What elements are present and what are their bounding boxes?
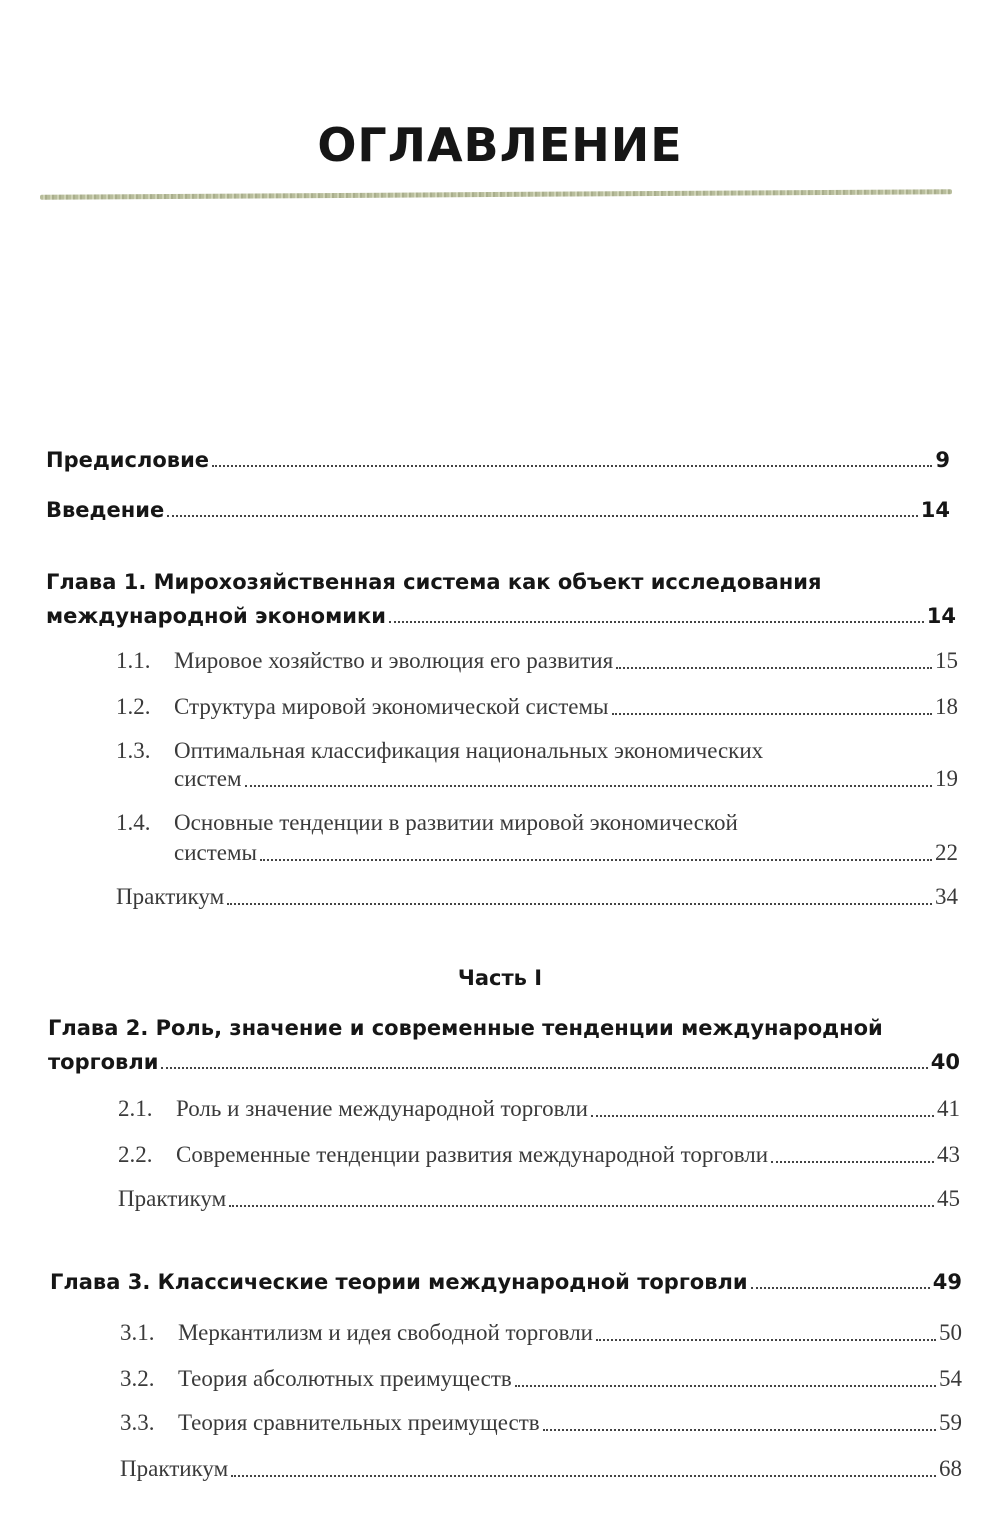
dot-leader: [751, 1287, 930, 1289]
section-number: 1.3.: [116, 738, 151, 763]
toc-section-1-2[interactable]: [116, 694, 958, 720]
toc-section-2-1[interactable]: [118, 1096, 960, 1122]
toc-section-3-2[interactable]: [120, 1366, 962, 1392]
part-heading: Часть I: [457, 966, 543, 990]
toc-entry-label: Глава 3. Классические теории международной торговли: [50, 1270, 748, 1294]
toc-entry-page: 40: [930, 1050, 960, 1074]
toc-entry-label: Оптимальная классификация национальных экономических: [174, 738, 764, 763]
toc-entry-page: 19: [935, 766, 958, 791]
toc-entry-label: международной экономики: [46, 604, 386, 628]
toc-entry-page: 43: [937, 1142, 960, 1167]
dot-leader: [591, 1115, 934, 1117]
dot-leader: [260, 859, 932, 861]
toc-entry-page: 68: [939, 1456, 962, 1481]
toc-entry-page: 50: [939, 1320, 962, 1345]
dot-leader: [167, 515, 918, 517]
toc-entry-page: 22: [935, 840, 958, 865]
dot-leader: [229, 1205, 934, 1207]
toc-entry-page: 18: [935, 694, 958, 719]
toc-section-2-2[interactable]: [118, 1142, 960, 1168]
dot-leader: [543, 1429, 936, 1431]
section-number: 1.2.: [116, 694, 151, 719]
toc-entry-page: 54: [939, 1366, 962, 1391]
toc-entry-page: 49: [932, 1270, 962, 1294]
toc-chapter-3[interactable]: [50, 1270, 962, 1294]
toc-chapter-1[interactable]: [46, 604, 956, 628]
toc-entry-label: Структура мировой экономической системы: [174, 694, 609, 719]
dot-leader: [161, 1067, 927, 1069]
toc-practicum-ch2[interactable]: [118, 1186, 960, 1212]
dot-leader: [515, 1385, 936, 1387]
toc-entry-page: 41: [937, 1096, 960, 1121]
toc-entry-preface[interactable]: [46, 448, 950, 472]
section-number: 2.1.: [118, 1096, 153, 1121]
toc-chapter-2[interactable]: [48, 1050, 960, 1074]
toc-entry-page: 14: [920, 498, 950, 522]
section-number: 1.1.: [116, 648, 151, 673]
toc-section-3-1[interactable]: [120, 1320, 962, 1346]
dot-leader: [227, 903, 932, 905]
dot-leader: [231, 1475, 936, 1477]
toc-entry-label: Меркантилизм и идея свободной торговли: [178, 1320, 593, 1345]
toc-entry-page: 15: [935, 648, 958, 673]
toc-section-1-4[interactable]: [174, 840, 958, 866]
toc-entry-page: 34: [935, 884, 958, 909]
dot-leader: [245, 785, 932, 787]
section-number: 1.4.: [116, 810, 151, 835]
toc-entry-page: 45: [937, 1186, 960, 1211]
toc-practicum-ch1[interactable]: [116, 884, 958, 910]
toc-entry-label: систем: [174, 766, 242, 791]
section-number: 2.2.: [118, 1142, 153, 1167]
toc-section-3-3[interactable]: [120, 1410, 962, 1436]
toc-section-1-3-line1[interactable]: [116, 738, 763, 764]
dot-leader: [389, 621, 924, 623]
page-title: ОГЛАВЛЕНИЕ: [317, 118, 683, 172]
dot-leader: [212, 465, 932, 467]
toc-entry-label: Роль и значение международной торговли: [176, 1096, 588, 1121]
section-number: 3.2.: [120, 1366, 155, 1391]
toc-entry-label: Практикум: [116, 884, 225, 909]
toc-entry-label: Теория сравнительных преимуществ: [178, 1410, 540, 1435]
toc-entry-label: Теория абсолютных преимуществ: [178, 1366, 512, 1391]
toc-chapter-1-title-line1[interactable]: Глава 1. Мирохозяйственная система как объект исследования: [46, 570, 822, 594]
toc-entry-label: Введение: [46, 498, 165, 522]
toc-entry-page: 9: [935, 448, 950, 472]
toc-section-1-4-line1[interactable]: [116, 810, 738, 836]
toc-entry-label: Мировое хозяйство и эволюция его развития: [174, 648, 614, 673]
toc-entry-label: Практикум: [118, 1186, 227, 1211]
toc-entry-label: Практикум: [120, 1456, 229, 1481]
toc-practicum-ch3[interactable]: [120, 1456, 962, 1482]
toc-chapter-2-title-line1[interactable]: Глава 2. Роль, значение и современные тенденции международной: [48, 1016, 883, 1040]
toc-entry-label: Предисловие: [46, 448, 210, 472]
toc-entry-label: системы: [174, 840, 257, 865]
toc-entry-introduction[interactable]: [46, 498, 950, 522]
toc-entry-label: торговли: [48, 1050, 159, 1074]
section-number: 3.3.: [120, 1410, 155, 1435]
toc-entry-label: Современные тенденции развития международной торговли: [176, 1142, 769, 1167]
dot-leader: [596, 1339, 936, 1341]
dot-leader: [616, 667, 932, 669]
toc-section-1-3[interactable]: [174, 766, 958, 792]
dot-leader: [771, 1161, 934, 1163]
dot-leader: [612, 713, 933, 715]
section-number: 3.1.: [120, 1320, 155, 1345]
toc-section-1-1[interactable]: [116, 648, 958, 674]
toc-entry-page: 59: [939, 1410, 962, 1435]
toc-entry-label: Основные тенденции в развитии мировой экономической: [174, 810, 738, 835]
toc-entry-page: 14: [926, 604, 956, 628]
